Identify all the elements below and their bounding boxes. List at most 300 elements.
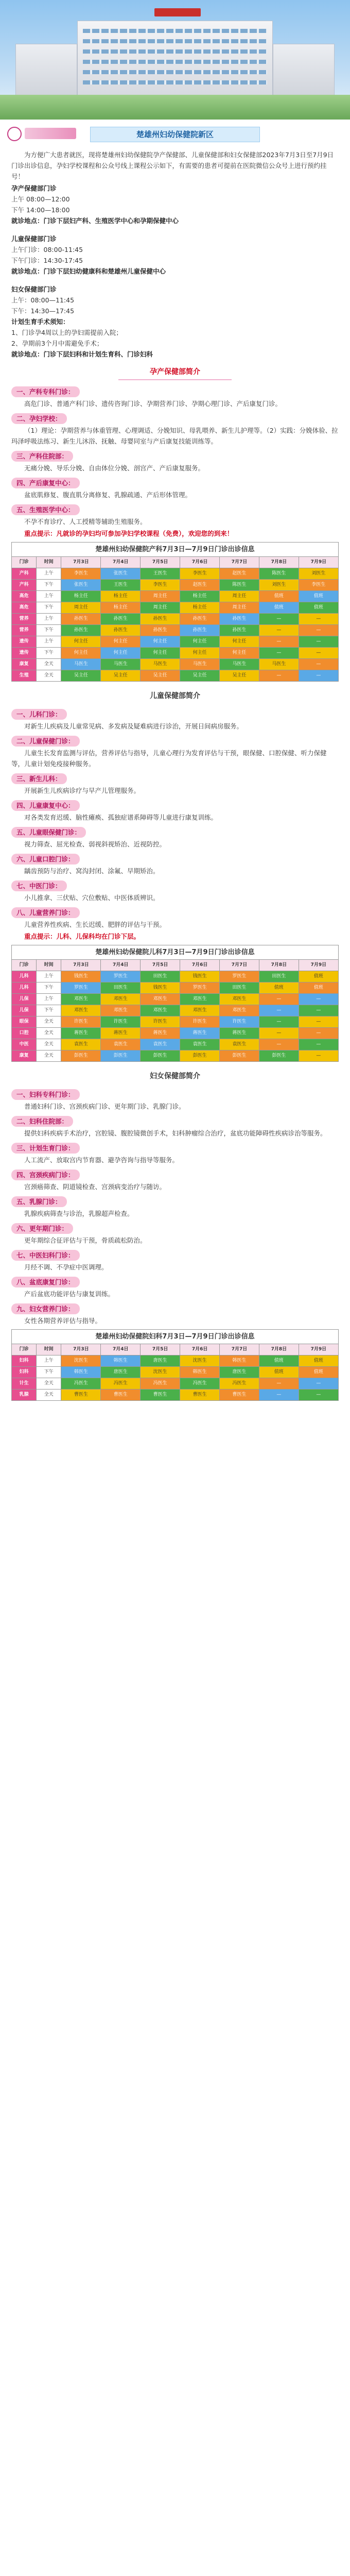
table-row bbox=[12, 1005, 339, 1016]
table-cell: 上午 bbox=[37, 1355, 61, 1367]
table-cell: 上午 bbox=[37, 591, 61, 602]
women-s5-text: 乳腺疾病筛查与诊治，乳腺超声检查。 bbox=[24, 1210, 134, 1217]
table-cell: 何主任 bbox=[101, 636, 141, 648]
women-s6-title: 六、更年期门诊： bbox=[11, 1223, 73, 1234]
child-pm: 下午门诊：14:30-17:45 bbox=[11, 257, 83, 264]
table-cell: 孙医生 bbox=[180, 625, 220, 636]
table-header-cell: 时间 bbox=[37, 1344, 61, 1355]
page-title: 楚雄州妇幼保健院新区 bbox=[90, 127, 260, 142]
prenatal-s4-text: 盆底肌修复、腹直肌分离修复、乳腺疏通、产后形体管理。 bbox=[24, 491, 192, 499]
table-cell: 儿保 bbox=[12, 994, 37, 1005]
table-cell: 邓医生 bbox=[220, 1005, 259, 1016]
table-cell: 钱医生 bbox=[61, 971, 101, 982]
table-cell: 全天 bbox=[37, 1050, 61, 1062]
table-cell: 蒋医生 bbox=[180, 1028, 220, 1039]
table-cell: 下午 bbox=[37, 1005, 61, 1016]
child-s4-text: 对各类发育迟缓、脑性瘫痪、孤独症谱系障碍等儿童进行康复训练。 bbox=[24, 814, 218, 821]
table-cell: 邓医生 bbox=[101, 1005, 141, 1016]
table-header-cell: 时间 bbox=[37, 557, 61, 568]
table-cell: 彭医生 bbox=[141, 1050, 180, 1062]
table-cell: 吴主任 bbox=[101, 670, 141, 682]
table-cell: 营养 bbox=[12, 614, 37, 625]
table-cell: 邓医生 bbox=[180, 1005, 220, 1016]
table-cell: 生殖 bbox=[12, 670, 37, 682]
prenatal-location: 就诊地点：门诊下层妇产科、生殖医学中心和孕期保健中心 bbox=[11, 217, 179, 225]
building-right-wing bbox=[273, 44, 335, 98]
table-header-cell: 7月5日 bbox=[141, 960, 180, 971]
hospital-building bbox=[77, 21, 273, 98]
table-cell: 曹医生 bbox=[141, 1389, 180, 1401]
table-cell: 何主任 bbox=[61, 648, 101, 659]
table-cell: — bbox=[259, 1389, 299, 1401]
table-header-cell: 门诊 bbox=[12, 1344, 37, 1355]
table-header-cell: 7月6日 bbox=[180, 557, 220, 568]
article-body bbox=[0, 149, 350, 1406]
table-cell: 吴主任 bbox=[220, 670, 259, 682]
women-s4-title: 四、宫颈疾病门诊： bbox=[11, 1170, 80, 1180]
child-section-title: 儿童保健部简介 bbox=[150, 692, 200, 700]
table-header-cell: 7月4日 bbox=[101, 1344, 141, 1355]
table-cell: — bbox=[259, 1005, 299, 1016]
table-cell: 儿科 bbox=[12, 971, 37, 982]
table-cell: — bbox=[299, 1028, 338, 1039]
table-header-cell: 7月9日 bbox=[299, 960, 338, 971]
table-cell: 刘医生 bbox=[299, 568, 338, 580]
table-cell: 刘医生 bbox=[259, 580, 299, 591]
table-row bbox=[12, 625, 339, 636]
table-cell: 儿科 bbox=[12, 982, 37, 994]
table-row bbox=[12, 602, 339, 614]
table-cell: 张医生 bbox=[101, 568, 141, 580]
table-cell: 乳腺 bbox=[12, 1389, 37, 1401]
table-cell: 吴主任 bbox=[141, 670, 180, 682]
table-row bbox=[12, 670, 339, 682]
women-pm: 下午：14:30—17:45 bbox=[11, 307, 75, 315]
table-cell: 全天 bbox=[37, 659, 61, 670]
child-s7-text: 小儿推拿、三伏贴、穴位敷贴、中医体质辨识。 bbox=[24, 894, 160, 902]
table-cell: 冯医生 bbox=[61, 1378, 101, 1389]
prenatal-s5-title: 五、生殖医学中心： bbox=[11, 504, 80, 515]
women-s5-title: 五、乳腺门诊： bbox=[11, 1196, 67, 1207]
table-cell: — bbox=[299, 659, 338, 670]
table-cell: 周主任 bbox=[141, 602, 180, 614]
table-cell: 何主任 bbox=[180, 648, 220, 659]
table-cell: 产科 bbox=[12, 568, 37, 580]
table-cell: 全天 bbox=[37, 1028, 61, 1039]
table-cell: 值班 bbox=[259, 1367, 299, 1378]
women-s7-title: 七、中医妇科门诊： bbox=[11, 1250, 80, 1261]
prenatal-pm: 下午 14:00—18:00 bbox=[11, 206, 70, 214]
table-cell: 杨主任 bbox=[180, 602, 220, 614]
table-cell: 高危 bbox=[12, 602, 37, 614]
table-cell: 李医生 bbox=[180, 568, 220, 580]
table-cell: 蒋医生 bbox=[61, 1028, 101, 1039]
table-cell: — bbox=[299, 648, 338, 659]
hero-banner bbox=[0, 0, 350, 120]
child-s2-text: 儿童生长发育监测与评估，营养评估与指导，儿童心理行为发育评估与干预，眼保健、口腔保健、听力保健等，儿童计划免疫接种服务。 bbox=[11, 749, 327, 768]
table-cell: 罗医生 bbox=[61, 982, 101, 994]
table-cell: 沈医生 bbox=[180, 1355, 220, 1367]
table-cell: 邓医生 bbox=[141, 994, 180, 1005]
table-cell: 袁医生 bbox=[220, 1039, 259, 1050]
table-cell: 唐医生 bbox=[220, 1367, 259, 1378]
table-cell: 何主任 bbox=[141, 648, 180, 659]
table-cell: 蒋医生 bbox=[141, 1028, 180, 1039]
table-cell: 值班 bbox=[299, 971, 338, 982]
table-cell: 冯医生 bbox=[141, 1378, 180, 1389]
table-cell: 值班 bbox=[299, 1355, 338, 1367]
table-cell: 钱医生 bbox=[141, 982, 180, 994]
table-cell: 张医生 bbox=[61, 580, 101, 591]
child-s1-text: 对新生儿疾病及儿童常见病、多发病及疑难病进行诊治，开展日间病房服务。 bbox=[24, 722, 243, 730]
women-schedule-table bbox=[11, 1329, 339, 1401]
table-cell: 全天 bbox=[37, 670, 61, 682]
table-cell: 遗传 bbox=[12, 636, 37, 648]
table-cell: 下午 bbox=[37, 648, 61, 659]
table-cell: 口腔 bbox=[12, 1028, 37, 1039]
table-cell: 彭医生 bbox=[101, 1050, 141, 1062]
notice-2: 2、孕期前3个月中需避免手术； bbox=[11, 340, 103, 347]
table-cell: 曹医生 bbox=[180, 1389, 220, 1401]
table-row bbox=[12, 1039, 339, 1050]
table-cell: 孙医生 bbox=[220, 614, 259, 625]
child-schedule-table bbox=[11, 945, 339, 1062]
table-header-cell: 7月9日 bbox=[299, 557, 338, 568]
table-cell: 孙医生 bbox=[220, 625, 259, 636]
table-cell: 杨主任 bbox=[180, 591, 220, 602]
table-cell: — bbox=[259, 1039, 299, 1050]
table-header-cell: 7月6日 bbox=[180, 960, 220, 971]
table-cell: — bbox=[299, 670, 338, 682]
table-cell: 邓医生 bbox=[220, 994, 259, 1005]
table-cell: — bbox=[259, 1016, 299, 1028]
table-cell: 韩医生 bbox=[101, 1355, 141, 1367]
table-cell: 田医生 bbox=[141, 971, 180, 982]
table-cell: 袁医生 bbox=[101, 1039, 141, 1050]
child-s5-title: 五、儿童眼保健门诊： bbox=[11, 827, 86, 838]
table-cell: — bbox=[259, 670, 299, 682]
table-cell: — bbox=[299, 1050, 338, 1062]
table-cell: 赵医生 bbox=[220, 568, 259, 580]
table-row bbox=[12, 1050, 339, 1062]
child-s1-title: 一、儿科门诊： bbox=[11, 709, 67, 720]
child-clinic-title: 儿童保健部门诊 bbox=[11, 235, 57, 243]
child-s4-title: 四、儿童康复中心： bbox=[11, 800, 80, 811]
women-am: 上午：08:00—11:45 bbox=[11, 296, 75, 304]
table-row bbox=[12, 1389, 339, 1401]
table-cell: 马医生 bbox=[259, 659, 299, 670]
child-am: 上午门诊：08:00-11:45 bbox=[11, 246, 83, 253]
table-header-cell: 7月4日 bbox=[101, 557, 141, 568]
table-row bbox=[12, 568, 339, 580]
table-cell: 陈医生 bbox=[259, 568, 299, 580]
table-cell: 曹医生 bbox=[101, 1389, 141, 1401]
table-cell: 值班 bbox=[259, 591, 299, 602]
women-s1-text: 普通妇科门诊、宫颈疾病门诊、更年期门诊、乳腺门诊。 bbox=[24, 1103, 185, 1110]
table-cell: 袁医生 bbox=[61, 1039, 101, 1050]
table-cell: 邓医生 bbox=[141, 1005, 180, 1016]
women-s3-text: 人工流产、放取宫内节育器、避孕咨询与指导等服务。 bbox=[24, 1156, 179, 1164]
table-cell: 中医 bbox=[12, 1039, 37, 1050]
table-cell: — bbox=[259, 1378, 299, 1389]
child-s3-title: 三、新生儿科： bbox=[11, 773, 67, 784]
prenatal-s3-text: 无痛分娩、导乐分娩、自由体位分娩、剖宫产、产后康复服务。 bbox=[24, 464, 205, 472]
table-cell: 冯医生 bbox=[180, 1378, 220, 1389]
women-section-title: 妇女保健部简介 bbox=[150, 1072, 200, 1080]
table-cell: — bbox=[299, 625, 338, 636]
child-s8-text: 儿童营养性疾病、生长迟缓、肥胖的评估与干预。 bbox=[24, 921, 166, 928]
table-cell: 孙医生 bbox=[141, 614, 180, 625]
table-cell: 韩医生 bbox=[180, 1367, 220, 1378]
women-s9-title: 九、妇女营养门诊： bbox=[11, 1303, 80, 1314]
table-cell: 邓医生 bbox=[61, 994, 101, 1005]
table-cell: — bbox=[259, 994, 299, 1005]
table-cell: 彭医生 bbox=[259, 1050, 299, 1062]
table-cell: 马医生 bbox=[220, 659, 259, 670]
table-row bbox=[12, 1028, 339, 1039]
table-cell: 李医生 bbox=[299, 580, 338, 591]
brand-mark bbox=[25, 128, 76, 139]
child-s5-text: 视力筛查、屈光检查、弱视斜视矫治、近视防控。 bbox=[24, 840, 166, 848]
women-s3-title: 三、计划生育门诊： bbox=[11, 1143, 80, 1154]
table-row bbox=[12, 580, 339, 591]
table-cell: 袁医生 bbox=[141, 1039, 180, 1050]
table-cell: 唐医生 bbox=[141, 1355, 180, 1367]
table-cell: 田医生 bbox=[259, 971, 299, 982]
table-header-cell: 7月7日 bbox=[220, 960, 259, 971]
table-cell: 周主任 bbox=[141, 591, 180, 602]
table-cell: 周主任 bbox=[220, 602, 259, 614]
table-cell: 值班 bbox=[299, 602, 338, 614]
notice-1: 1、门诊孕4周以上的孕妇需提前入院； bbox=[11, 329, 122, 336]
table-cell: 周主任 bbox=[220, 591, 259, 602]
table-header-cell: 7月8日 bbox=[259, 960, 299, 971]
table-cell: 彭医生 bbox=[220, 1050, 259, 1062]
prenatal-am: 上午 08:00—12:00 bbox=[11, 195, 70, 203]
table-cell: 上午 bbox=[37, 994, 61, 1005]
table-cell: 罗医生 bbox=[220, 971, 259, 982]
table-cell: 康复 bbox=[12, 659, 37, 670]
prenatal-s1-text: 高危门诊、普通产科门诊、遗传咨询门诊、孕期营养门诊、孕期心理门诊、产后康复门诊。 bbox=[24, 400, 282, 408]
table-cell: 邓医生 bbox=[180, 994, 220, 1005]
child-notice: 重点提示：儿科、儿保科均在门诊下层。 bbox=[24, 933, 141, 940]
child-s7-title: 七、中医门诊： bbox=[11, 880, 67, 891]
women-s7-text: 月经不调、不孕症中医调理。 bbox=[24, 1263, 108, 1271]
table-header-cell: 7月5日 bbox=[141, 1344, 180, 1355]
table-cell: 彭医生 bbox=[61, 1050, 101, 1062]
table-cell: 遗传 bbox=[12, 648, 37, 659]
table-header-cell: 7月4日 bbox=[101, 960, 141, 971]
table-cell: 王医生 bbox=[141, 568, 180, 580]
table-cell: 吴主任 bbox=[61, 670, 101, 682]
table-cell: 康复 bbox=[12, 1050, 37, 1062]
notice-title: 计划生育手术须知： bbox=[11, 318, 69, 326]
table-cell: 妇科 bbox=[12, 1355, 37, 1367]
table-cell: 孙医生 bbox=[141, 625, 180, 636]
table-cell: 马医生 bbox=[101, 659, 141, 670]
table-cell: 何主任 bbox=[220, 648, 259, 659]
table-cell: 下午 bbox=[37, 602, 61, 614]
table-cell: — bbox=[259, 636, 299, 648]
table-header-cell: 7月7日 bbox=[220, 1344, 259, 1355]
table-header-cell: 7月3日 bbox=[61, 557, 101, 568]
table-cell: — bbox=[299, 614, 338, 625]
table-row bbox=[12, 982, 339, 994]
table-cell: 孙医生 bbox=[101, 625, 141, 636]
table-cell: 何主任 bbox=[220, 636, 259, 648]
table-cell: 孙医生 bbox=[180, 614, 220, 625]
table-cell: 全天 bbox=[37, 1389, 61, 1401]
women-s2-text: 提供妇科疾病手术治疗，宫腔镜、腹腔镜微创手术，妇科肿瘤综合治疗，盆底功能障碍性疾病诊治等服务。 bbox=[24, 1129, 327, 1137]
prenatal-s5-text: 不孕不育诊疗、人工授精等辅助生殖服务。 bbox=[24, 518, 147, 526]
table-cell: 值班 bbox=[259, 1355, 299, 1367]
table-row bbox=[12, 1378, 339, 1389]
table-cell: — bbox=[299, 1039, 338, 1050]
table-header-cell: 7月3日 bbox=[61, 960, 101, 971]
table-cell: 赵医生 bbox=[180, 580, 220, 591]
table-cell: 值班 bbox=[259, 982, 299, 994]
table-row bbox=[12, 994, 339, 1005]
table-cell: — bbox=[259, 1028, 299, 1039]
table-cell: 邓医生 bbox=[101, 994, 141, 1005]
child-s3-text: 开展新生儿疾病诊疗与早产儿管理服务。 bbox=[24, 787, 141, 794]
table-cell: 许医生 bbox=[180, 1016, 220, 1028]
table-header-cell: 7月9日 bbox=[299, 1344, 338, 1355]
table-cell: 产科 bbox=[12, 580, 37, 591]
women-s8-title: 八、盆底康复门诊： bbox=[11, 1277, 80, 1287]
table-cell: 计生 bbox=[12, 1378, 37, 1389]
table-cell: 杨主任 bbox=[101, 602, 141, 614]
prenatal-section-title: 孕产保健部简介 bbox=[118, 367, 232, 380]
table-cell: 冯医生 bbox=[101, 1378, 141, 1389]
intro-paragraph: 为方便广大患者就医，现将楚雄州妇幼保健院孕产保健部、儿童保健部和妇女保健部2023年7月3日至7月9日门诊出诊信息，孕妇学校课程和公众号线上课程公示如下，有需要的患者可提前在医院微信公众号上进行预约挂号！ bbox=[11, 151, 334, 180]
table-cell: 上午 bbox=[37, 971, 61, 982]
prenatal-s2-title: 二、孕妇学校： bbox=[11, 413, 67, 424]
table-cell: 孙医生 bbox=[61, 614, 101, 625]
prenatal-s4-title: 四、产后康复中心： bbox=[11, 478, 80, 488]
building-sign bbox=[154, 8, 201, 16]
table-cell: 彭医生 bbox=[180, 1050, 220, 1062]
table-cell: 陈医生 bbox=[220, 580, 259, 591]
table-cell: — bbox=[259, 648, 299, 659]
table-cell: 曹医生 bbox=[220, 1389, 259, 1401]
table-cell: 罗医生 bbox=[101, 971, 141, 982]
child-location: 就诊地点：门诊下层妇幼健康科和楚雄州儿童保健中心 bbox=[11, 267, 166, 275]
table-cell: 全天 bbox=[37, 1378, 61, 1389]
table-cell: 韩医生 bbox=[61, 1367, 101, 1378]
table-header-cell: 时间 bbox=[37, 960, 61, 971]
table-cell: — bbox=[299, 1005, 338, 1016]
table-cell: 许医生 bbox=[101, 1016, 141, 1028]
table-cell: 王医生 bbox=[101, 580, 141, 591]
table-cell: 全天 bbox=[37, 1016, 61, 1028]
table-cell: — bbox=[259, 614, 299, 625]
table-row bbox=[12, 971, 339, 982]
building-left-wing bbox=[15, 44, 77, 98]
table-cell: 儿保 bbox=[12, 1005, 37, 1016]
table-cell: 上午 bbox=[37, 568, 61, 580]
table-cell: 周主任 bbox=[61, 602, 101, 614]
table-header-cell: 7月5日 bbox=[141, 557, 180, 568]
table-cell: 下午 bbox=[37, 1367, 61, 1378]
table-cell: 下午 bbox=[37, 580, 61, 591]
hospital-logo-icon bbox=[7, 127, 22, 141]
table-cell: 蒋医生 bbox=[101, 1028, 141, 1039]
table-cell: 何主任 bbox=[180, 636, 220, 648]
table-row bbox=[12, 614, 339, 625]
prenatal-promo: 重点提示：凡就诊的孕妇均可参加孕妇学校课程（免费），欢迎您的到来！ bbox=[24, 530, 234, 537]
table-row bbox=[12, 1367, 339, 1378]
table-cell: 许医生 bbox=[220, 1016, 259, 1028]
table-caption: 楚雄州妇幼保健院妇科7月3日—7月9日门诊出诊信息 bbox=[12, 1330, 339, 1344]
table-cell: 韩医生 bbox=[220, 1355, 259, 1367]
table-cell: 钱医生 bbox=[180, 971, 220, 982]
table-caption: 楚雄州妇幼保健院产科7月3日—7月9日门诊出诊信息 bbox=[12, 543, 339, 557]
table-header-cell: 门诊 bbox=[12, 960, 37, 971]
table-cell: 眼保 bbox=[12, 1016, 37, 1028]
table-cell: — bbox=[299, 636, 338, 648]
table-cell: — bbox=[259, 625, 299, 636]
table-header-cell: 7月8日 bbox=[259, 1344, 299, 1355]
table-cell: 杨主任 bbox=[61, 591, 101, 602]
child-s8-title: 八、儿童营养门诊： bbox=[11, 907, 80, 918]
table-cell: — bbox=[299, 994, 338, 1005]
women-s6-text: 更年期综合征评估与干预，骨质疏松防治。 bbox=[24, 1236, 147, 1244]
women-location: 就诊地点：门诊下层妇科和计划生育科、门诊妇科 bbox=[11, 350, 153, 358]
child-s6-title: 六、儿童口腔门诊： bbox=[11, 854, 80, 865]
table-cell: 唐医生 bbox=[101, 1367, 141, 1378]
lawn bbox=[0, 95, 350, 120]
table-cell: 上午 bbox=[37, 614, 61, 625]
women-s4-text: 宫颈癌筛查、阴道镜检查、宫颈病变治疗与随访。 bbox=[24, 1183, 166, 1191]
table-cell: 值班 bbox=[299, 591, 338, 602]
table-cell: 值班 bbox=[299, 1367, 338, 1378]
prenatal-s1-title: 一、产科专科门诊： bbox=[11, 386, 80, 397]
table-cell: 孙医生 bbox=[101, 614, 141, 625]
women-s1-title: 一、妇科专科门诊： bbox=[11, 1089, 80, 1100]
table-cell: — bbox=[299, 1389, 338, 1401]
table-header-cell: 7月8日 bbox=[259, 557, 299, 568]
table-header-cell: 门诊 bbox=[12, 557, 37, 568]
prenatal-s2-text: （1）理论：孕期营养与体重管理、心理调适、分娩知识、母乳喂养、新生儿护理等。（2）实践：分娩体验、拉玛泽呼吸法练习、新生儿沐浴、抚触、母婴同室与产后康复技能训练等。 bbox=[11, 427, 338, 445]
table-cell: 罗医生 bbox=[180, 982, 220, 994]
table-caption: 楚雄州妇幼保健院儿科7月3日—7月9日门诊出诊信息 bbox=[12, 945, 339, 960]
table-cell: 下午 bbox=[37, 982, 61, 994]
table-cell: 妇科 bbox=[12, 1367, 37, 1378]
table-cell: 马医生 bbox=[180, 659, 220, 670]
table-header-cell: 7月7日 bbox=[220, 557, 259, 568]
table-cell: 沈医生 bbox=[61, 1355, 101, 1367]
table-row bbox=[12, 648, 339, 659]
table-cell: — bbox=[299, 1016, 338, 1028]
table-cell: 李医生 bbox=[61, 568, 101, 580]
table-cell: 营养 bbox=[12, 625, 37, 636]
women-s2-title: 二、妇科住院部： bbox=[11, 1116, 73, 1127]
table-row bbox=[12, 659, 339, 670]
prenatal-schedule-table bbox=[11, 542, 339, 682]
prenatal-s3-title: 三、产科住院部： bbox=[11, 451, 73, 462]
table-cell: 杨主任 bbox=[101, 591, 141, 602]
table-cell: 蒋医生 bbox=[220, 1028, 259, 1039]
table-cell: 孙医生 bbox=[61, 625, 101, 636]
table-cell: 下午 bbox=[37, 625, 61, 636]
women-s9-text: 女性各期营养评估与指导。 bbox=[24, 1317, 102, 1325]
table-cell: 邓医生 bbox=[61, 1005, 101, 1016]
table-cell: 全天 bbox=[37, 1039, 61, 1050]
table-cell: 何主任 bbox=[101, 648, 141, 659]
table-cell: 许医生 bbox=[141, 1016, 180, 1028]
women-clinic-title: 妇女保健部门诊 bbox=[11, 285, 57, 293]
